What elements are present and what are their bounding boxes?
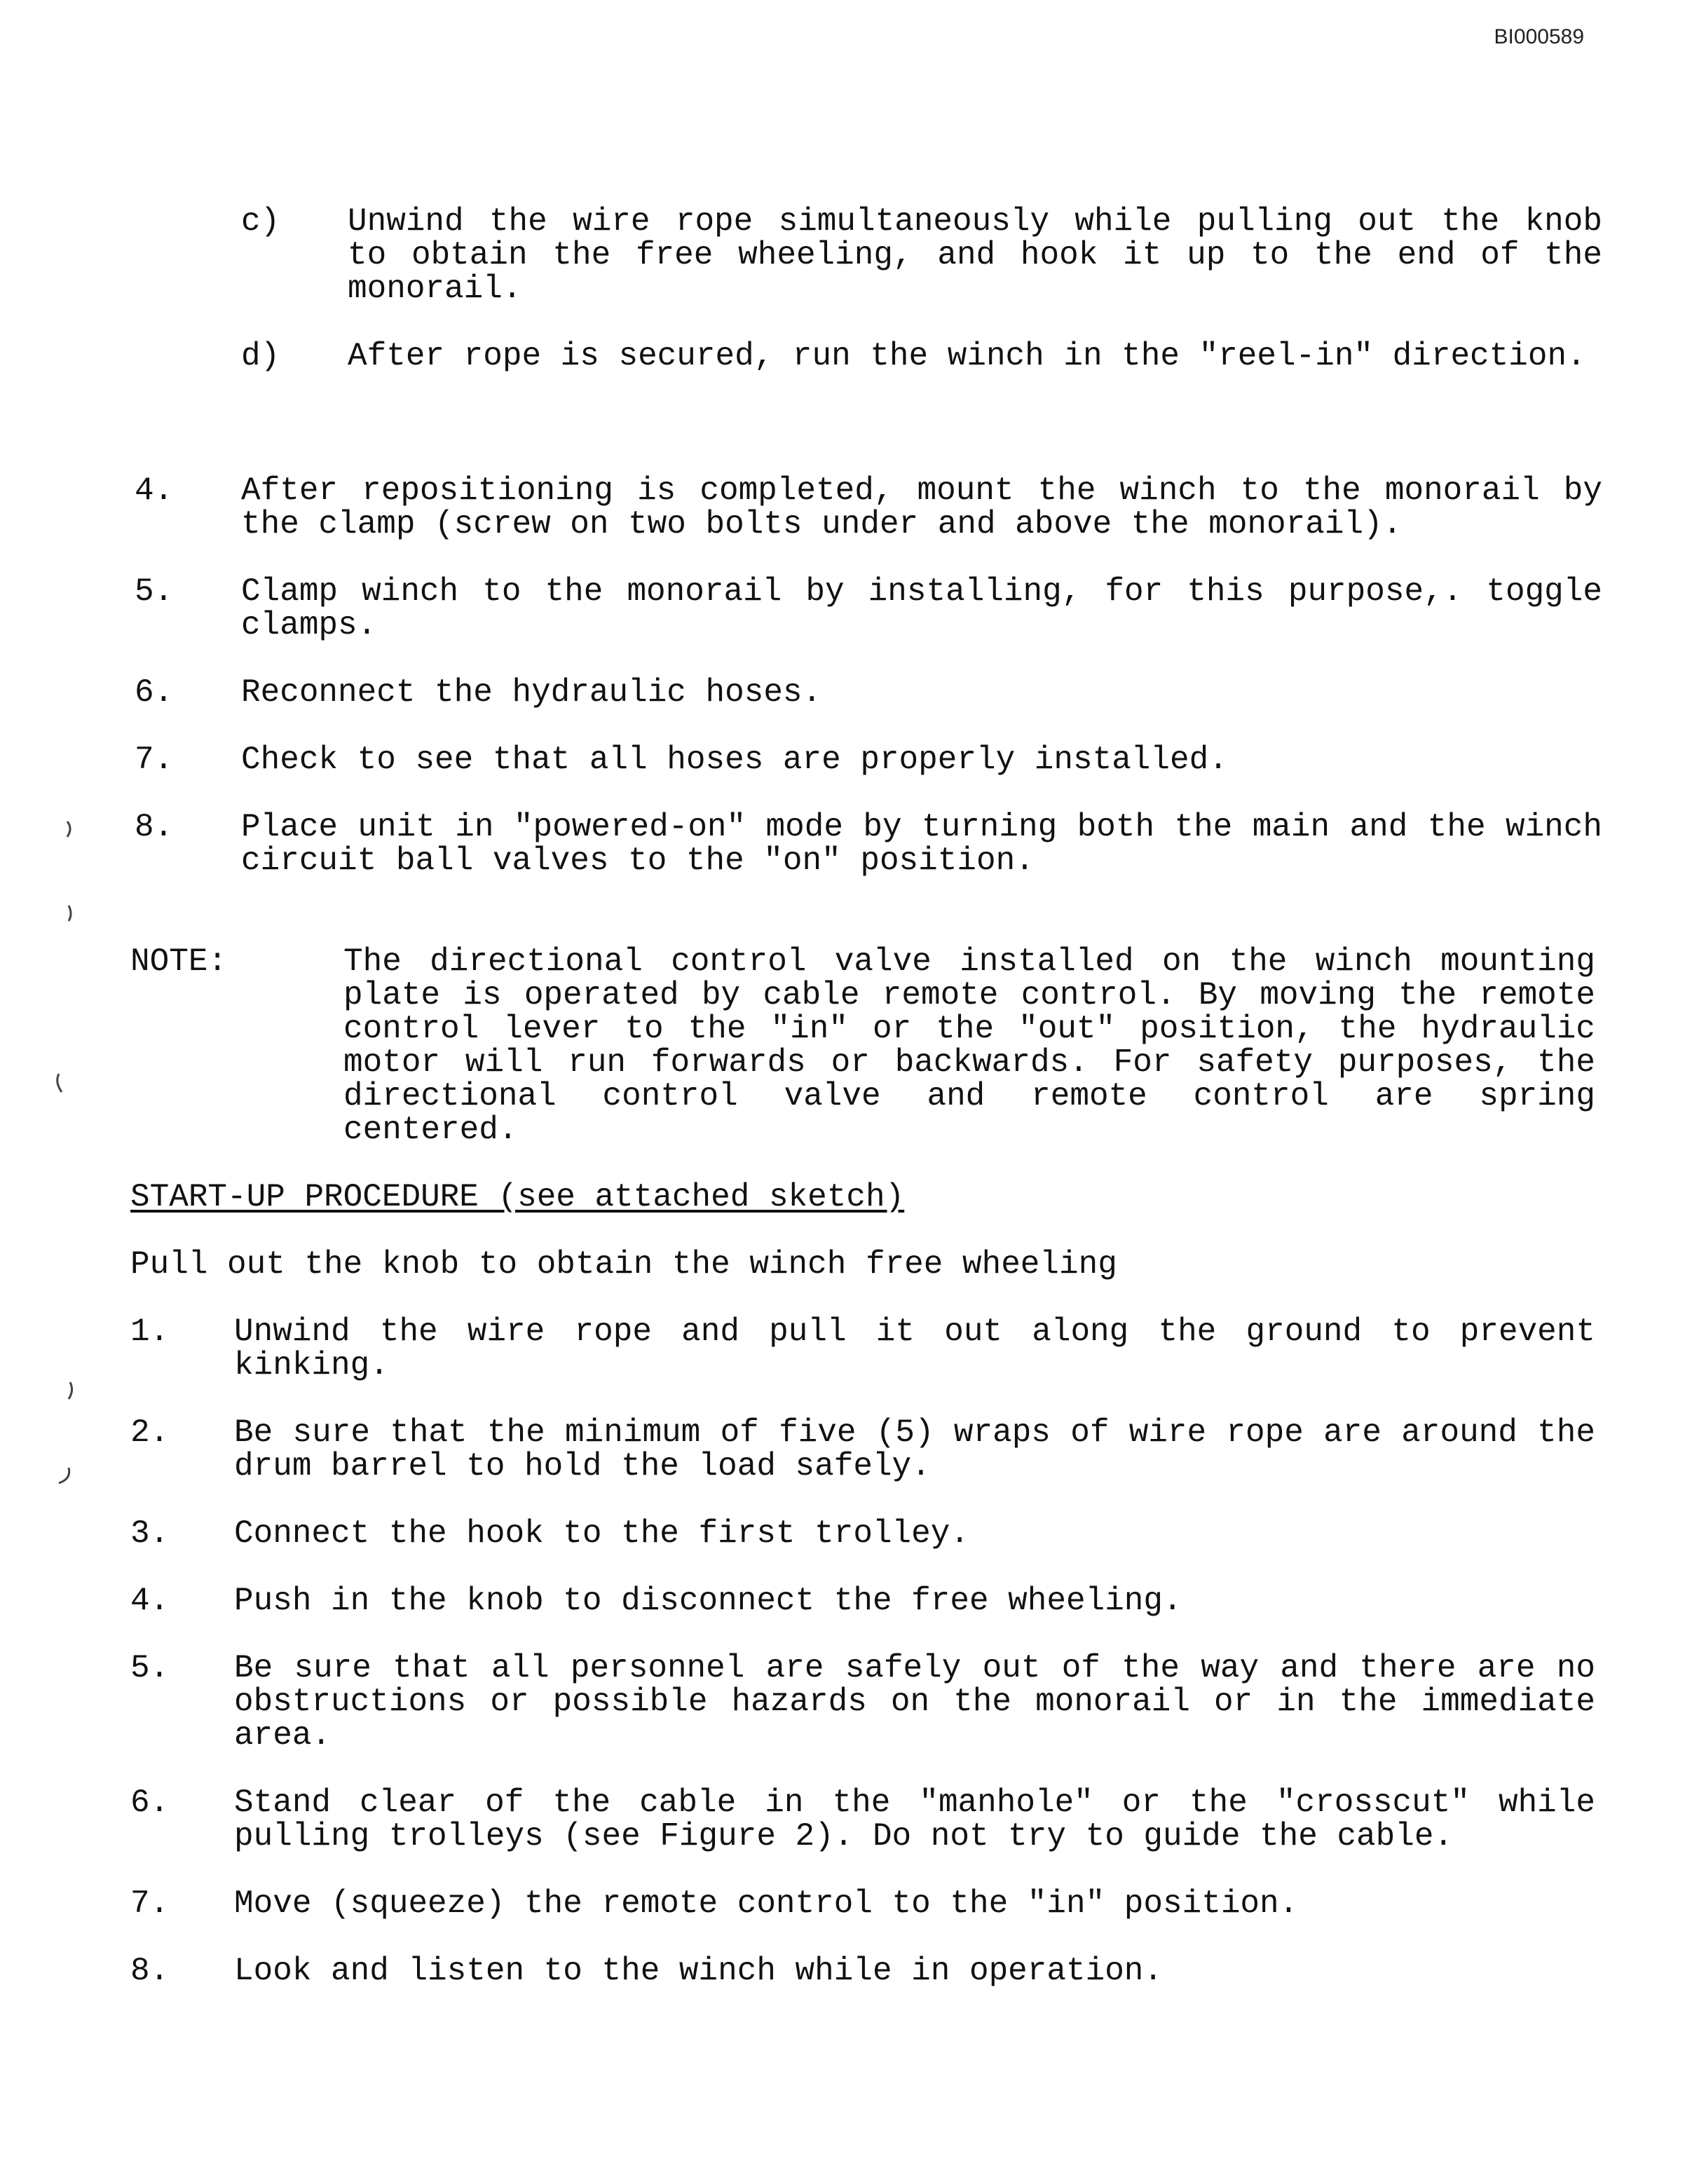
step-marker: 7. [135,742,174,778]
step-text: Clamp winch to the monorail by installing, for this purpose,. toggle clamps. [241,573,1602,643]
step-text: Connect the hook to the first trolley. [234,1515,969,1552]
step-marker: 7. [130,1885,170,1922]
step-text: Stand clear of the cable in the "manhole" or the "crosscut" while pulling trolleys (see Figure 2). Do not try to guide the cable. [234,1784,1595,1855]
document-id: BI000589 [1494,25,1584,48]
step-marker: 4. [130,1583,170,1619]
step-marker: 3. [130,1515,170,1552]
step-marker: d) [241,338,280,374]
step-marker: 5. [130,1650,170,1686]
step-marker: 5. [135,573,174,610]
step-marker: 2. [130,1414,170,1451]
step-text: After rope is secured, run the winch in the "reel-in" direction. [348,338,1586,374]
step-text: Look and listen to the winch while in operation. [234,1953,1164,1989]
step-marker: 6. [135,674,174,711]
step-marker: 1. [130,1313,170,1350]
step-text: Push in the knob to disconnect the free wheeling. [234,1583,1182,1619]
step-text: Place unit in "powered-on" mode by turning both the main and the winch circuit ball valves to the "on" position. [241,809,1602,879]
startup-intro: Pull out the knob to obtain the winch free wheeling [130,1246,1117,1283]
step-text: Unwind the wire rope and pull it out along the ground to prevent kinking. [234,1313,1595,1384]
step-marker: 4. [135,472,174,509]
note-label: NOTE: [130,943,228,980]
step-text: After repositioning is completed, mount the winch to the monorail by the clamp (screw on two bolts under and above the monorail). [241,472,1602,542]
step-text: Move (squeeze) the remote control to the "in" position. [234,1885,1299,1922]
step-text: Check to see that all hoses are properly installed. [241,742,1228,778]
step-text: Unwind the wire rope simultaneously while pulling out the knob to obtain the free wheeling, and hook it up to the end of the monorail. [348,203,1602,307]
step-text: Be sure that all personnel are safely out of the way and there are no obstructions or possible hazards on the monorail or in the immediate area. [234,1650,1595,1754]
step-text: Be sure that the minimum of five (5) wraps of wire rope are around the drum barrel to hold the load safely. [234,1414,1595,1485]
startup-heading: START-UP PROCEDURE (see attached sketch) [130,1179,905,1215]
step-marker: c) [241,203,280,240]
step-marker: 8. [130,1953,170,1989]
step-marker: 8. [135,809,174,845]
step-text: Reconnect the hydraulic hoses. [241,674,822,711]
note-text: The directional control valve installed on the winch mounting plate is operated by cable remote control. By moving the remote control lever to the "in" or the "out" position, the hydraulic motor will run forwards or backwards. For safety purposes, the directional control valve and remote control are spring centered. [343,943,1595,1148]
step-marker: 6. [130,1784,170,1821]
scan-marks [42,813,84,1528]
